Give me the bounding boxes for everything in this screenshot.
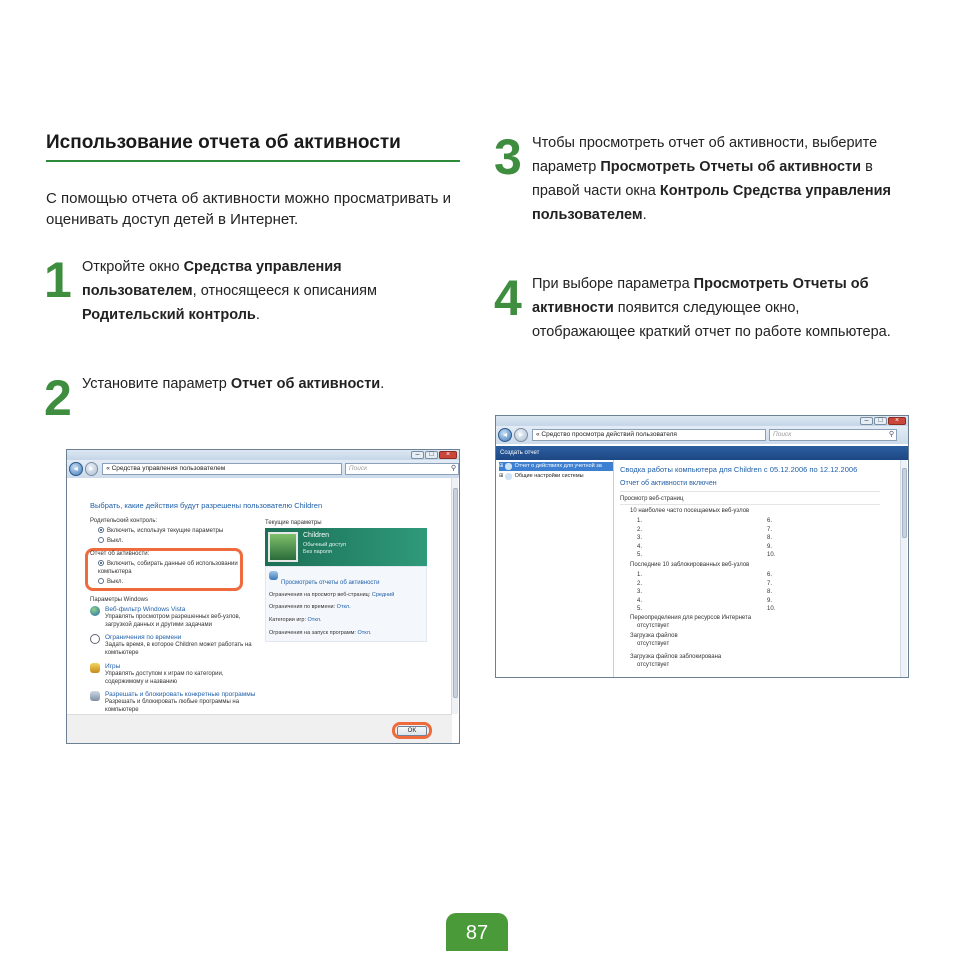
maximize-button[interactable]: □ xyxy=(425,451,438,459)
list-item[interactable]: Веб-фильтр Windows Vista Управлять просмотром разрешенных веб-узлов, загрузкой данных и другими задачами xyxy=(90,606,255,624)
last-blocked-label: Последние 10 заблокированных веб-узлов xyxy=(630,562,750,568)
report-status: Отчет об активности включен xyxy=(620,480,717,487)
section-title: Использование отчета об активности xyxy=(46,132,460,162)
limit-row: Ограничения по времени: Откл. xyxy=(269,604,351,610)
scroll-thumb[interactable] xyxy=(453,488,458,698)
tree-pane xyxy=(496,460,614,678)
address-field[interactable]: « Средства управления пользователем xyxy=(102,463,342,475)
report-on-radio[interactable]: Включить, собирать данные об использовании компьютера xyxy=(98,561,238,575)
address-field[interactable]: « Средство просмотра действий пользователя xyxy=(532,429,766,441)
minimize-button[interactable]: – xyxy=(411,451,424,459)
user-password: Без пароля xyxy=(303,549,332,555)
list-left: 1. 2. 3. 4. 5. xyxy=(637,518,643,559)
report-title: Сводка работы компьютера для Children с 05.12.2006 по 12.12.2006 xyxy=(620,465,858,474)
tree-item-report[interactable]: ⊞ Отчет о действиях для учетной за xyxy=(499,462,613,471)
parental-off-radio[interactable]: Выкл. xyxy=(98,537,123,545)
toolbar xyxy=(496,446,908,460)
list-left: 1. 2. 3. 4. 5. xyxy=(637,572,643,613)
avatar xyxy=(268,532,298,562)
user-name: Children xyxy=(303,532,330,539)
search-input[interactable]: Поиск ⚲ xyxy=(769,429,897,441)
top-visited-label: 10 наиболее часто посещаемых веб-узлов xyxy=(630,508,750,514)
parental-controls-window xyxy=(66,449,460,744)
user-card xyxy=(265,528,427,566)
activity-report-window xyxy=(495,415,909,678)
list-item[interactable]: Игры Управлять доступом к играм по категории, содержимому и названию xyxy=(90,663,255,681)
limit-row: Ограничения на запуск программ: Откл. xyxy=(269,630,372,636)
forward-arrow-icon[interactable]: ▸ xyxy=(85,462,99,476)
view-reports-link[interactable]: Просмотреть отчеты об активности xyxy=(269,571,380,589)
blocked-downloads-label: Загрузка файлов заблокирована xyxy=(630,654,722,660)
scrollbar[interactable] xyxy=(451,478,458,714)
user-type: Обычный доступ xyxy=(303,542,347,548)
parental-on-radio[interactable]: Включить, используя текущие параметры xyxy=(98,527,223,535)
blocked-downloads-value: отсутствует xyxy=(637,662,670,668)
step-text: Откройте окно Средства управления пользователем, относящееся к описаниям Родительский контроль. xyxy=(82,259,377,323)
list-right: 6. 7. 8. 9. 10. xyxy=(767,518,776,559)
back-arrow-icon[interactable]: ◂ xyxy=(69,462,83,476)
report-icon xyxy=(269,571,278,580)
close-button[interactable]: × xyxy=(888,417,906,425)
page-heading: Выбрать, какие действия будут разрешены пользователю Children xyxy=(90,501,323,510)
list-item[interactable]: Разрешать и блокировать конкретные программы Разрешать и блокировать любые программы на компьютере xyxy=(90,691,260,709)
address-bar xyxy=(67,460,459,478)
clock-icon xyxy=(90,634,100,644)
current-params-label: Текущие параметры xyxy=(265,520,322,526)
back-arrow-icon[interactable]: ◂ xyxy=(498,428,512,442)
close-button[interactable]: × xyxy=(439,451,457,459)
limit-row: Ограничения на просмотр веб-страниц: Средний xyxy=(269,592,395,598)
report-pane xyxy=(615,460,899,678)
title-bar xyxy=(496,416,908,426)
report-label: Отчет об активности: xyxy=(90,551,150,557)
step-number: 2 xyxy=(44,370,72,426)
games-icon xyxy=(90,663,100,673)
downloads-value: отсутствует xyxy=(637,641,670,647)
scroll-thumb[interactable] xyxy=(902,468,907,538)
overrides-value: отсутствует xyxy=(637,623,670,629)
search-icon: ⚲ xyxy=(888,431,894,438)
step-number: 4 xyxy=(494,270,522,326)
list-right: 6. 7. 8. 9. 10. xyxy=(767,572,776,613)
divider xyxy=(620,504,880,505)
step-text: При выборе параметра Просмотреть Отчеты об активности появится следующее окно, отображающее краткий отчет по работе компьютера. xyxy=(532,276,891,340)
ok-button[interactable]: OK xyxy=(397,726,427,736)
step-text: Чтобы просмотреть отчет об активности, выберите параметр Просмотреть Отчеты об активности в правой части окна Контроль Средства управления пользователем. xyxy=(532,135,892,223)
globe-icon xyxy=(90,606,100,616)
maximize-button[interactable]: □ xyxy=(874,417,887,425)
parental-label: Родительский контроль: xyxy=(90,518,158,524)
step-number: 1 xyxy=(44,252,72,308)
windows-params-label: Параметры Windows xyxy=(90,597,148,603)
downloads-label: Загрузка файлов xyxy=(630,633,678,639)
forward-arrow-icon[interactable]: ▸ xyxy=(514,428,528,442)
step-number: 3 xyxy=(494,129,522,185)
title-bar xyxy=(67,450,459,460)
step-text: Установите параметр Отчет об активности. xyxy=(82,376,385,392)
programs-icon xyxy=(90,691,100,701)
minimize-button[interactable]: – xyxy=(860,417,873,425)
create-report-button[interactable]: Создать отчет xyxy=(500,450,540,456)
limit-row: Категории игр: Откл. xyxy=(269,617,322,623)
web-section-label: Просмотр веб-страниц xyxy=(620,496,684,502)
page-number: 87 xyxy=(446,913,508,951)
address-bar xyxy=(496,426,908,444)
list-item[interactable]: Ограничения по времени Задать время, в которое Children может работать на компьютере xyxy=(90,634,255,652)
search-icon: ⚲ xyxy=(450,465,457,472)
intro-text: С помощью отчета об активности можно просматривать и оценивать доступ детей в Интернет. xyxy=(46,190,451,228)
overrides-label: Переопределения для ресурсов Интернета xyxy=(630,615,752,621)
report-off-radio[interactable]: Выкл. xyxy=(98,578,123,586)
scrollbar[interactable] xyxy=(900,460,907,678)
search-input[interactable]: Поиск ⚲ xyxy=(345,463,459,475)
divider xyxy=(620,491,880,492)
tree-item-settings[interactable]: ⊞ Общие настройки системы xyxy=(499,473,584,479)
